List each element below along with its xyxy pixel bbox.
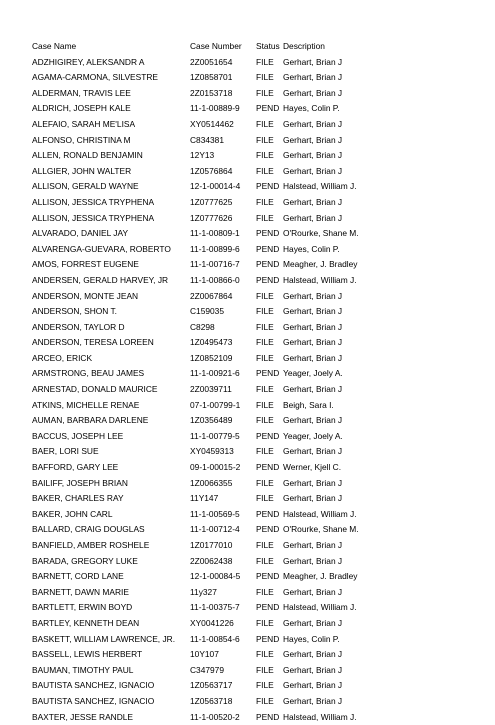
table-row	[32, 148, 373, 164]
cell-case-number: 1Z0066355	[190, 477, 233, 488]
table-row	[32, 616, 373, 632]
cell-status: FILE	[256, 680, 274, 691]
header-row	[32, 39, 373, 55]
cell-status: PEND	[256, 368, 280, 379]
cell-description: Beigh, Sara I.	[283, 399, 334, 410]
cell-status: PEND	[256, 243, 280, 254]
cell-status: PEND	[256, 508, 280, 519]
table-row	[32, 86, 373, 102]
cell-description: Gerhart, Brian J	[283, 586, 343, 597]
cell-status: PEND	[256, 430, 280, 441]
cell-description: Hayes, Colin P.	[283, 243, 340, 254]
cell-case-name: BANFIELD, AMBER ROSHELE	[32, 540, 150, 550]
cell-case-name: BAKER, JOHN CARL	[32, 508, 113, 519]
cell-case-number: 07-1-00799-1	[190, 399, 241, 410]
cell-case-name: ADZHIGIREY, ALEKSANDR A	[32, 56, 145, 67]
cell-case-name: BAUTISTA SANCHEZ, IGNACIO	[32, 680, 155, 691]
cell-description: Gerhart, Brian J	[283, 212, 343, 223]
cell-case-name: BAILIFF, JOSEPH BRIAN	[32, 477, 128, 488]
cell-case-name: BACCUS, JOSEPH LEE	[32, 430, 124, 441]
cell-case-number: 11-1-00854-6	[190, 633, 240, 644]
table-row	[32, 491, 373, 507]
cell-case-number: 1Z0777626	[190, 212, 233, 223]
table-row	[32, 179, 373, 195]
cell-case-number: 11-1-00716-7	[190, 259, 240, 270]
cell-case-number: 12-1-00014-4	[190, 181, 241, 192]
cell-case-name: ALDRICH, JOSEPH KALE	[32, 103, 131, 114]
cell-case-name: ALDERMAN, TRAVIS LEE	[32, 87, 131, 98]
cell-description: Gerhart, Brian J	[283, 384, 343, 395]
cell-case-name: BASSELL, LEWIS HERBERT	[32, 649, 143, 660]
cell-case-name: BAKER, CHARLES RAY	[32, 493, 124, 504]
cell-description: Yeager, Joely A.	[283, 430, 343, 441]
table-row	[32, 569, 373, 585]
cell-description: Gerhart, Brian J	[283, 337, 343, 348]
cell-description: Halstead, William J.	[283, 602, 357, 613]
cell-case-name: BALLARD, CRAIG DOUGLAS	[32, 524, 145, 535]
table-row	[32, 351, 373, 367]
table-row	[32, 257, 373, 273]
cell-status: PEND	[256, 103, 280, 114]
cell-status: PEND	[256, 228, 280, 239]
header-status: Status	[256, 41, 280, 51]
table-row	[32, 398, 373, 414]
cell-case-name: BAFFORD, GARY LEE	[32, 462, 119, 473]
cell-case-name: BARNETT, CORD LANE	[32, 571, 124, 582]
cell-case-number: 12Y13	[190, 150, 215, 161]
cell-case-name: ARMSTRONG, BEAU JAMES	[32, 368, 145, 379]
cell-status: FILE	[256, 586, 274, 597]
cell-case-number: 11y327	[190, 586, 217, 597]
cell-description: Halstead, William J.	[283, 274, 357, 285]
cell-case-number: C347979	[190, 664, 224, 675]
table-row	[32, 694, 373, 710]
cell-description: Gerhart, Brian J	[283, 555, 343, 566]
cell-case-number: 2Z0062438	[190, 555, 233, 566]
cell-status: FILE	[256, 477, 274, 488]
table-row	[32, 678, 373, 694]
table-row	[32, 226, 373, 242]
cell-case-name: ANDERSON, TERESA LOREEN	[32, 337, 154, 348]
cell-description: Gerhart, Brian J	[283, 477, 343, 488]
cell-case-name: ALLISON, JESSICA TRYPHENA	[32, 196, 155, 207]
cell-case-number: 1Z0563718	[190, 695, 233, 706]
cell-case-number: 1Z0777625	[190, 196, 233, 207]
cell-description: Gerhart, Brian J	[283, 649, 343, 660]
cell-case-number: 11-1-00569-5	[190, 508, 240, 519]
table-row	[32, 195, 373, 211]
cell-case-number: C834381	[190, 134, 224, 145]
cell-description: Gerhart, Brian J	[283, 680, 343, 691]
table-row	[32, 211, 373, 227]
cell-case-name: BAUTISTA SANCHEZ, IGNACIO	[32, 695, 155, 706]
cell-case-name: BASKETT, WILLIAM LAWRENCE, JR.	[32, 633, 176, 644]
table-row	[32, 320, 373, 336]
cell-description: Halstead, William J.	[283, 181, 357, 192]
table-row	[32, 647, 373, 663]
table-row	[32, 164, 373, 180]
cell-description: Gerhart, Brian J	[283, 150, 343, 161]
cell-status: FILE	[256, 321, 274, 332]
cell-status: PEND	[256, 524, 280, 535]
cell-case-number: 11-1-00520-2	[190, 711, 240, 722]
cell-case-name: ALLISON, JESSICA TRYPHENA	[32, 212, 155, 223]
cell-case-name: ANDERSON, TAYLOR D	[32, 321, 125, 332]
cell-case-name: ARNESTAD, DONALD MAURICE	[32, 384, 158, 395]
cell-case-number: 1Z0177010	[190, 540, 233, 550]
cell-description: Gerhart, Brian J	[283, 134, 343, 145]
table-row	[32, 663, 373, 679]
table-row	[32, 460, 373, 476]
cell-description: Gerhart, Brian J	[283, 118, 343, 129]
cell-case-number: 11-1-00889-9	[190, 103, 240, 114]
cell-status: PEND	[256, 181, 280, 192]
cell-case-name: BARADA, GREGORY LUKE	[32, 555, 138, 566]
cell-case-number: 11-1-00866-0	[190, 274, 240, 285]
cell-status: FILE	[256, 134, 274, 145]
cell-case-number: XY0514462	[190, 118, 234, 129]
table-row	[32, 554, 373, 570]
cell-case-name: ALLEN, RONALD BENJAMIN	[32, 150, 143, 161]
cell-description: Gerhart, Brian J	[283, 617, 343, 628]
cell-case-number: 11-1-00899-6	[190, 243, 240, 254]
table-row	[32, 289, 373, 305]
cell-case-name: ALVARENGA-GUEVARA, ROBERTO	[32, 243, 171, 254]
cell-status: PEND	[256, 274, 280, 285]
cell-description: Halstead, William J.	[283, 711, 357, 722]
cell-description: Gerhart, Brian J	[283, 56, 343, 67]
cell-description: Gerhart, Brian J	[283, 493, 343, 504]
cell-status: FILE	[256, 664, 274, 675]
cell-case-name: BAER, LORI SUE	[32, 446, 99, 457]
cell-case-number: 11-1-00375-7	[190, 602, 240, 613]
cell-status: FILE	[256, 212, 274, 223]
cell-status: FILE	[256, 290, 274, 301]
table-row	[32, 600, 373, 616]
cell-status: FILE	[256, 196, 274, 207]
cell-description: Gerhart, Brian J	[283, 196, 343, 207]
cell-case-number: 11-1-00809-1	[190, 228, 240, 239]
table-row	[32, 538, 373, 554]
cell-status: FILE	[256, 150, 274, 161]
cell-description: Gerhart, Brian J	[283, 321, 343, 332]
cell-status: FILE	[256, 72, 274, 83]
cell-status: PEND	[256, 571, 280, 582]
table-row	[32, 382, 373, 398]
cell-description: Gerhart, Brian J	[283, 165, 343, 176]
cell-case-number: 12-1-00084-5	[190, 571, 241, 582]
cell-status: FILE	[256, 540, 274, 550]
cell-case-number: 1Z0495473	[190, 337, 233, 348]
cell-description: Gerhart, Brian J	[283, 695, 343, 706]
cell-description: Gerhart, Brian J	[283, 306, 343, 317]
cell-case-number: 2Z0153718	[190, 87, 233, 98]
cell-status: FILE	[256, 649, 274, 660]
cell-status: FILE	[256, 384, 274, 395]
table-row	[32, 366, 373, 382]
cell-status: FILE	[256, 493, 274, 504]
cell-case-number: 1Z0356489	[190, 415, 233, 426]
cell-case-name: AMOS, FORREST EUGENE	[32, 259, 139, 270]
cell-case-name: ALLISON, GERALD WAYNE	[32, 181, 139, 192]
cell-description: Meagher, J. Bradley	[283, 571, 358, 582]
table-row	[32, 273, 373, 289]
cell-description: Halstead, William J.	[283, 508, 357, 519]
table-body	[32, 55, 373, 725]
table-row	[32, 413, 373, 429]
table-row	[32, 507, 373, 523]
cell-description: Gerhart, Brian J	[283, 72, 343, 83]
cell-status: PEND	[256, 633, 280, 644]
cell-case-number: XY0041226	[190, 617, 234, 628]
cell-description: Gerhart, Brian J	[283, 87, 343, 98]
cell-case-number: 11-1-00779-5	[190, 430, 240, 441]
cell-case-number: C8298	[190, 321, 215, 332]
table-row	[32, 304, 373, 320]
cell-case-number: 11-1-00712-4	[190, 524, 240, 535]
cell-description: Gerhart, Brian J	[283, 540, 343, 550]
cell-status: PEND	[256, 259, 280, 270]
cell-status: FILE	[256, 555, 274, 566]
table-row	[32, 444, 373, 460]
cell-description: Gerhart, Brian J	[283, 415, 343, 426]
cell-case-number: 1Z0852109	[190, 352, 233, 363]
cell-description: Gerhart, Brian J	[283, 290, 343, 301]
cell-status: FILE	[256, 337, 274, 348]
table-row	[32, 55, 373, 71]
cell-status: FILE	[256, 56, 274, 67]
cell-case-number: 1Z0576864	[190, 165, 233, 176]
cell-case-name: ANDERSON, MONTE JEAN	[32, 290, 139, 301]
cell-case-name: ATKINS, MICHELLE RENAE	[32, 399, 140, 410]
cell-description: Hayes, Colin P.	[283, 103, 340, 114]
cell-case-number: 10Y107	[190, 649, 219, 660]
cell-status: PEND	[256, 602, 280, 613]
table-row	[32, 522, 373, 538]
cell-status: FILE	[256, 165, 274, 176]
cell-case-name: BARTLETT, ERWIN BOYD	[32, 602, 133, 613]
cell-case-number: 1Z0858701	[190, 72, 233, 83]
table-row	[32, 429, 373, 445]
cell-description: Yeager, Joely A.	[283, 368, 343, 379]
cell-case-name: AUMAN, BARBARA DARLENE	[32, 415, 149, 426]
table-row	[32, 476, 373, 492]
cell-case-name: BARTLEY, KENNETH DEAN	[32, 617, 140, 628]
cell-description: Gerhart, Brian J	[283, 446, 343, 457]
table-row	[32, 585, 373, 601]
cell-case-name: ANDERSON, SHON T.	[32, 306, 118, 317]
cell-case-number: 2Z0039711	[190, 384, 232, 395]
header-case-number: Case Number	[190, 41, 242, 51]
cell-description: Meagher, J. Bradley	[283, 259, 358, 270]
cell-status: FILE	[256, 399, 274, 410]
cell-case-number: 11-1-00921-6	[190, 368, 240, 379]
table-row	[32, 242, 373, 258]
table-row	[32, 632, 373, 648]
cell-case-name: ARCEO, ERICK	[32, 352, 93, 363]
table-row	[32, 335, 373, 351]
cell-status: FILE	[256, 306, 274, 317]
table-row	[32, 710, 373, 725]
cell-case-name: ALEFAIO, SARAH ME'LISA	[32, 118, 136, 129]
cell-case-name: AGAMA-CARMONA, SILVESTRE	[32, 72, 158, 83]
table-row	[32, 101, 373, 117]
cell-status: FILE	[256, 446, 274, 457]
cell-description: Hayes, Colin P.	[283, 633, 340, 644]
cell-description: Gerhart, Brian J	[283, 352, 343, 363]
cell-status: PEND	[256, 711, 280, 722]
cell-case-number: 09-1-00015-2	[190, 462, 241, 473]
cell-case-name: ALLGIER, JOHN WALTER	[32, 165, 132, 176]
cell-case-number: 1Z0563717	[190, 680, 233, 691]
cell-case-number: 2Z0067864	[190, 290, 233, 301]
cell-case-name: BAXTER, JESSE RANDLE	[32, 711, 133, 722]
cell-case-number: C159035	[190, 306, 224, 317]
case-table	[32, 39, 373, 725]
cell-case-name: BARNETT, DAWN MARIE	[32, 586, 129, 597]
cell-case-name: ANDERSEN, GERALD HARVEY, JR	[32, 274, 169, 285]
cell-description: O'Rourke, Shane M.	[283, 524, 359, 535]
cell-status: FILE	[256, 352, 274, 363]
cell-case-number: 11Y147	[190, 493, 219, 504]
cell-case-name: ALFONSO, CHRISTINA M	[32, 134, 131, 145]
cell-status: FILE	[256, 87, 274, 98]
cell-case-number: 2Z0051654	[190, 56, 233, 67]
cell-description: Gerhart, Brian J	[283, 664, 343, 675]
cell-case-name: BAUMAN, TIMOTHY PAUL	[32, 664, 134, 675]
cell-status: PEND	[256, 462, 280, 473]
cell-case-name: ALVARADO, DANIEL JAY	[32, 228, 129, 239]
cell-description: O'Rourke, Shane M.	[283, 228, 359, 239]
cell-status: FILE	[256, 415, 274, 426]
table-row	[32, 117, 373, 133]
table-row	[32, 133, 373, 149]
table-row	[32, 70, 373, 86]
header-description: Description	[283, 41, 325, 51]
cell-status: FILE	[256, 118, 274, 129]
cell-status: FILE	[256, 617, 274, 628]
cell-status: FILE	[256, 695, 274, 706]
header-case-name: Case Name	[32, 41, 77, 51]
cell-case-number: XY0459313	[190, 446, 234, 457]
cell-description: Werner, Kjell C.	[283, 462, 342, 473]
